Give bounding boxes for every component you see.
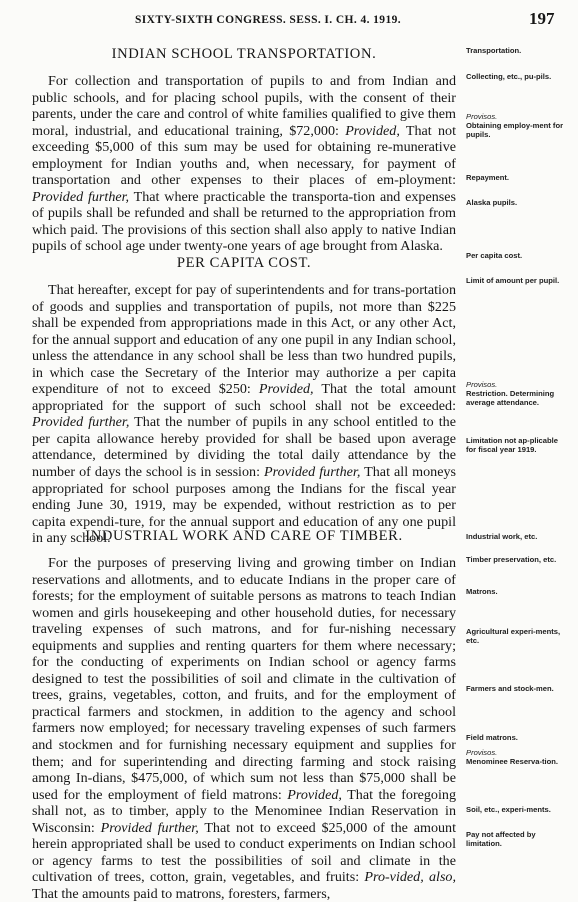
- margin-note: [466, 627, 570, 645]
- section-heading-industrial-work: INDUSTRIAL WORK AND CARE OF TIMBER.: [85, 528, 403, 544]
- margin-note: [466, 276, 570, 285]
- margin-note: [466, 684, 570, 693]
- margin-note: [466, 436, 570, 454]
- margin-note-text: Agricultural experi-ments, etc.: [466, 627, 561, 645]
- margin-note: [466, 805, 570, 814]
- section-body-indian-school-transportation: [32, 73, 456, 255]
- margin-note-text: Timber preservation, etc.: [466, 555, 557, 564]
- margin-note: [466, 748, 570, 766]
- margin-note-text: Transportation.: [466, 46, 522, 55]
- paragraph: For the purposes of preserving living and growing timber on Indian reservations and allotments, and to educate Indians in the proper care of forests; for the employment of suitable persons as matrons to teach Indian women and girls housekeeping and other household duties, for necessary traveling expenses of such matrons, and for fur-nishing necessary equipments and supplies and renting quarters for them where necessary; for the conducting of experiments on Indian school or agency farms designed to test the possibilities of soil and climate in the cultivation of trees, grains, vegetables, cotton, and fruits, and for the employment of practical farmers and stockmen, in addition to the agency and school farmers now employed; for necessary traveling expenses of such farmers and stockmen and for furnishing necessary equipment and supplies for them; and for superintending and directing farming and stock raising among In-dians, $475,000, of which sum not less than $75,000 shall be used for the employment of field matrons: Provided, That the foregoing shall not, as to timber, apply to the Menominee Indian Reservation in Wisconsin: Provided further, That not to exceed $25,000 of the amount herein appropriated shall be used to conduct experiments on Indian school or agency farms to test the possibilities of soil and climate in the cultivation of trees, cotton, grain, vegetables, and fruits: Pro-vided, also, That the amounts paid to matrons, foresters, farmers,: [32, 555, 456, 902]
- margin-note-text: Field matrons.: [466, 733, 518, 742]
- margin-note-text: Alaska pupils.: [466, 198, 518, 207]
- running-head-title: SIXTY-SIXTH CONGRESS. SESS. I. CH. 4. 1919.: [135, 14, 402, 26]
- margin-note: [466, 251, 570, 260]
- margin-note-subhead: Provisos.: [466, 380, 498, 389]
- margin-note-text: Limit of amount per pupil.: [466, 276, 560, 285]
- margin-note-text: Collecting, etc., pu-pils.: [466, 72, 552, 81]
- margin-note-text: Limitation not ap-plicable for fiscal year 1919.: [466, 436, 558, 454]
- margin-note: [466, 532, 570, 541]
- margin-note: [466, 112, 570, 139]
- margin-note-subhead: Provisos.: [466, 112, 498, 121]
- margin-note: [466, 733, 570, 742]
- margin-note: [466, 587, 570, 596]
- section-body-per-capita-cost: [32, 282, 456, 547]
- section-heading-per-capita-cost: PER CAPITA COST.: [176, 255, 312, 271]
- margin-note-text: Menominee Reserva-tion.: [466, 757, 558, 766]
- margin-note: [466, 830, 570, 848]
- section-heading-indian-school-transportation: INDIAN SCHOOL TRANSPORTATION.: [111, 46, 377, 62]
- margin-note-text: Obtaining employ-ment for pupils.: [466, 121, 564, 139]
- margin-note-subhead: Provisos.: [466, 748, 498, 757]
- margin-note-text: Pay not affected by limitation.: [466, 830, 536, 848]
- margin-note: [466, 173, 570, 182]
- margin-note-text: Matrons.: [466, 587, 498, 596]
- margin-note: [466, 380, 570, 407]
- margin-note-text: Restriction. Determining average attendance.: [466, 389, 555, 407]
- section-body-industrial-work: [32, 555, 456, 902]
- margin-note: [466, 46, 570, 55]
- margin-note-text: Per capita cost.: [466, 251, 523, 260]
- running-head: [0, 9, 578, 33]
- paragraph: For collection and transportation of pupils to and from Indian and public schools, and for placing school pupils, with the consent of their parents, under the care and control of white families qualified to give them moral, industrial, and educational training, $72,000: Provided, That not exceeding $5,000 of this sum may be used for obtaining re-munerative employment for Indian youths and, when necessary, for payment of transportation and other expenses to their places of em-ployment: Provided further, That where practicable the transporta-tion and expenses of pupils shall be refunded and shall be returned to the appropriation from which paid. The provisions of this section shall also apply to native Indian pupils of school age under twenty-one years of age brought from Alaska.: [32, 73, 456, 255]
- margin-note-text: Industrial work, etc.: [466, 532, 538, 541]
- margin-note-text: Farmers and stock-men.: [466, 684, 554, 693]
- margin-note-text: Soil, etc., experi-ments.: [466, 805, 551, 814]
- margin-note: [466, 198, 570, 207]
- margin-note-text: Repayment.: [466, 173, 510, 182]
- paragraph: That hereafter, except for pay of superintendents and for trans-portation of goods and supplies and transportation of pupils, not more than $225 shall be expended from appropriations made in this Act, or any other Act, for the annual support and education of any one pupil in any Indian school, unless the attendance in any school shall be less than two hundred pupils, in which case the Secretary of the Interior may authorize a per capita expenditure of not to exceed $250: Provided, That the total amount appropriated for the support of such school shall not be exceeded: Provided further, That the number of pupils in any school entitled to the per capita allowance hereby provided for shall be based upon average attendance, determined by dividing the total daily attendance by the number of days the school is in session: Provided further, That all moneys appropriated for school purposes among the Indians for the fiscal year ending June 30, 1919, may be expended, without restriction as to per capita expendi-ture, for the annual support and education of any one pupil in any school.: [32, 282, 457, 547]
- margin-note: [466, 72, 570, 81]
- page-number: 197: [529, 9, 555, 28]
- margin-note: [466, 555, 570, 564]
